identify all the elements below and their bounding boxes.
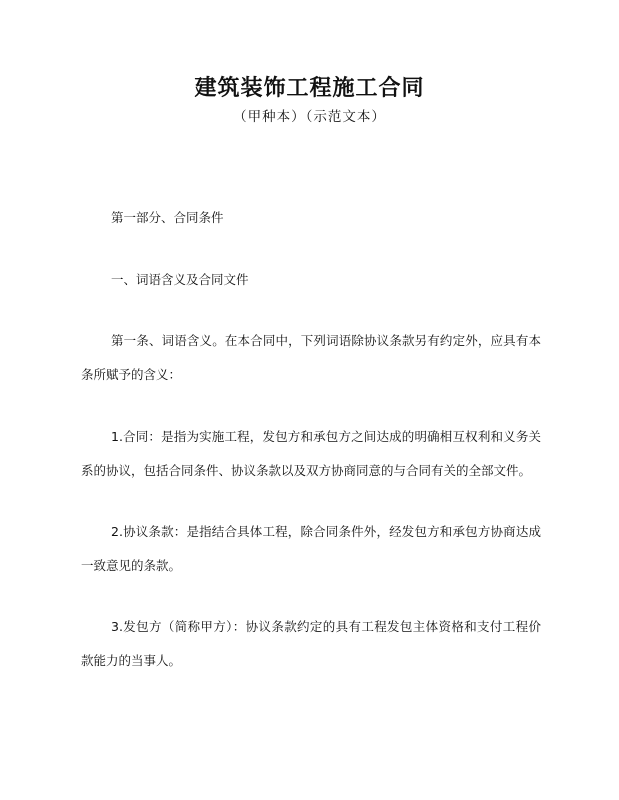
chapter-heading: 一、词语含义及合同文件 bbox=[111, 272, 249, 287]
article-paragraph: 第一条、词语含义。在本合同中，下列词语除协议条款另有约定外，应具有本条所赋予的含义： bbox=[81, 333, 541, 382]
definition-item-3: 3.发包方（简称甲方）：协议条款约定的具有工程发包主体资格和支付工程价款能力的当事人。 bbox=[81, 619, 541, 668]
definition-item-1: 1.合同：是指为实施工程，发包方和承包方之间达成的明确相互权利和义务关系的协议，包括合同条件、协议条款以及双方协商同意的与合同有关的全部文件。 bbox=[81, 429, 541, 478]
document-title: 建筑装饰工程施工合同 bbox=[194, 76, 425, 101]
definition-item-2: 2.协议条款：是指结合具体工程，除合同条件外，经发包方和承包方协商达成一致意见的条款。 bbox=[81, 524, 541, 573]
section-heading: 第一部分、合同条件 bbox=[111, 210, 224, 225]
document-subtitle: （甲种本）（示范文本） bbox=[233, 109, 386, 125]
